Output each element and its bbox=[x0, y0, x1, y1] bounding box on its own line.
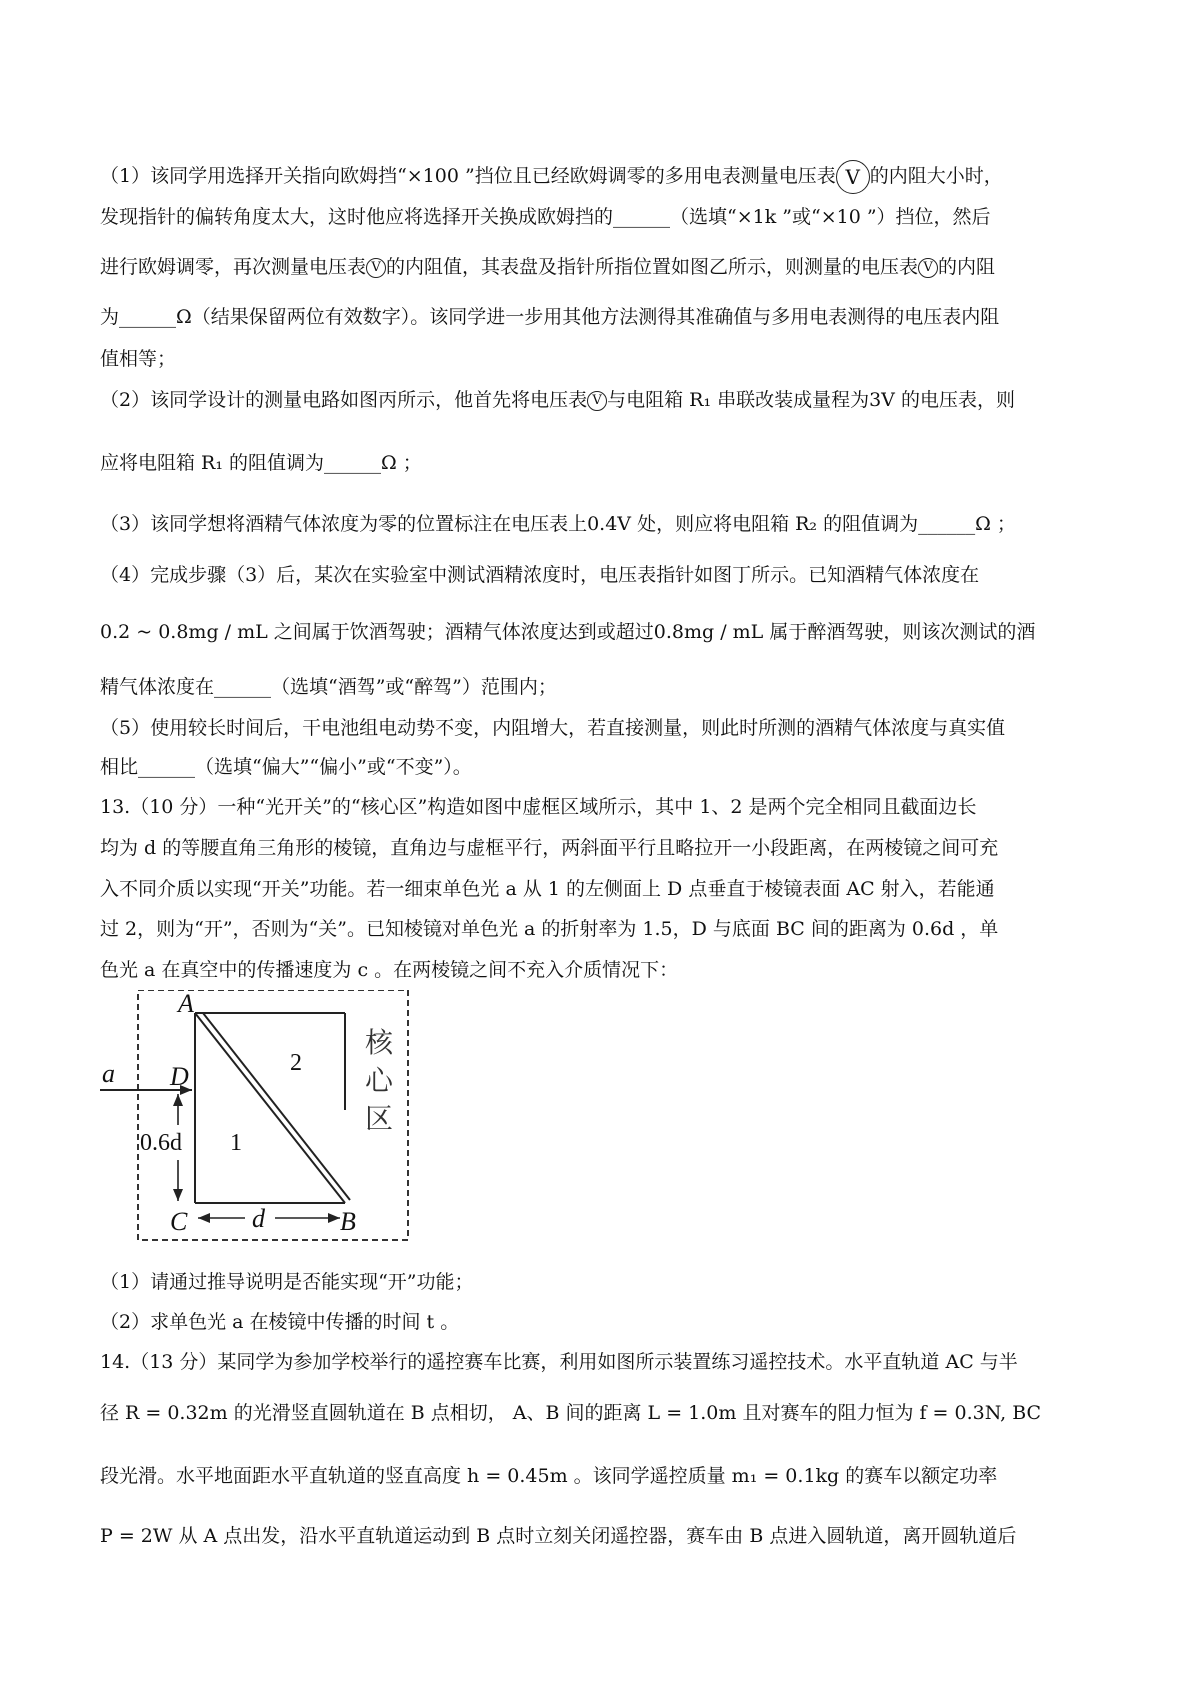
hypotenuse-1 bbox=[195, 1013, 345, 1203]
text-line-1 bbox=[100, 160, 1003, 194]
core-char-1: 核 bbox=[365, 1026, 394, 1059]
label-B: B bbox=[340, 1207, 356, 1236]
text-line-16 bbox=[100, 874, 995, 904]
line-text: （2）求单色光 a 在棱镜中传播的时间 t 。 bbox=[100, 1311, 460, 1333]
line-text: 值相等； bbox=[100, 348, 177, 370]
line-text: 相比______（选填“偏大”“偏小”或“不变”）。 bbox=[100, 756, 472, 778]
voltmeter-icon: V bbox=[587, 391, 607, 411]
line-text: 与电阻箱 R₁ 串联改装成量程为3V 的电压表，则 bbox=[607, 389, 1015, 411]
text-line-8 bbox=[100, 509, 1016, 539]
text-line-18 bbox=[100, 955, 678, 985]
text-line-15 bbox=[100, 833, 998, 863]
core-char-3: 区 bbox=[365, 1102, 394, 1135]
text-line-11 bbox=[100, 672, 557, 702]
line-text: 应将电阻箱 R₁ 的阻值调为______Ω ； bbox=[100, 452, 422, 474]
prism-figure bbox=[100, 990, 460, 1260]
text-line-10 bbox=[100, 617, 1035, 647]
arrowhead-left bbox=[198, 1213, 210, 1223]
label-prism-2: 2 bbox=[290, 1050, 302, 1076]
line-text: 进行欧姆调零，再次测量电压表 bbox=[100, 256, 367, 278]
line-text: 过 2，则为“开”，否则为“关”。已知棱镜对单色光 a 的折射率为 1.5，D 与底面 BC 间的距离为 0.6d ，单 bbox=[100, 918, 999, 940]
voltmeter-icon: V bbox=[836, 160, 870, 194]
line-text: 段光滑。水平地面距水平直轨道的竖直高度 h = 0.45m 。该同学遥控质量 m₁ = 0.1kg 的赛车以额定功率 bbox=[100, 1465, 998, 1487]
text-line-24 bbox=[100, 1521, 1016, 1551]
line-text: 13.（10 分）一种“光开关”的“核心区”构造如图中虚框区域所示，其中 1、2 是两个完全相同且截面边长 bbox=[100, 796, 977, 818]
text-line-5 bbox=[100, 344, 176, 374]
arrowhead-down bbox=[173, 1189, 183, 1201]
line-text: 为______Ω（结果保留两位有效数字）。该同学进一步用其他方法测得其准确值与多用电表测得的电压表内阻 bbox=[100, 306, 1000, 328]
label-A: A bbox=[178, 990, 194, 1018]
arrowhead-up bbox=[173, 1094, 183, 1106]
core-char-2: 心 bbox=[365, 1064, 394, 1097]
line-text: 的内阻 bbox=[938, 256, 996, 278]
text-line-2 bbox=[100, 202, 991, 232]
voltmeter-icon: V bbox=[366, 258, 386, 278]
text-line-12 bbox=[100, 713, 1005, 743]
text-line-4 bbox=[100, 302, 999, 332]
label-d: d bbox=[252, 1204, 265, 1233]
line-text: （4）完成步骤（3）后，某次在实验室中测试酒精浓度时，电压表指针如图丁所示。已知酒精气体浓度在 bbox=[100, 564, 980, 586]
line-text: 0.2 ~ 0.8mg / mL 之间属于饮酒驾驶；酒精气体浓度达到或超过0.8mg / mL 属于醉酒驾驶，则该次测试的酒 bbox=[100, 621, 1036, 643]
line-text: （5）使用较长时间后，干电池组电动势不变，内阻增大，若直接测量，则此时所测的酒精气体浓度与真实值 bbox=[100, 717, 1006, 739]
line-text: P = 2W 从 A 点出发，沿水平直轨道运动到 B 点时立刻关闭遥控器，赛车由 B 点进入圆轨道，离开圆轨道后 bbox=[100, 1525, 1017, 1547]
line-text: （2）该同学设计的测量电路如图丙所示，他首先将电压表 bbox=[100, 389, 588, 411]
label-06d: 0.6d bbox=[140, 1130, 182, 1156]
line-text: 14.（13 分）某同学为参加学校举行的遥控赛车比赛，利用如图所示装置练习遥控技术。水平直轨道 AC 与半 bbox=[100, 1351, 1018, 1373]
line-text: 入不同介质以实现“开关”功能。若一细束单色光 a 从 1 的左侧面上 D 点垂直于棱镜表面 AC 射入，若能通 bbox=[100, 878, 995, 900]
hypotenuse-2 bbox=[203, 1013, 350, 1200]
text-line-6 bbox=[100, 385, 1015, 415]
text-line-22 bbox=[100, 1398, 1041, 1428]
arrowhead-right bbox=[328, 1213, 340, 1223]
line-text: （1）请通过推导说明是否能实现“开”功能； bbox=[100, 1271, 474, 1293]
text-line-3 bbox=[100, 252, 995, 282]
text-line-19 bbox=[100, 1267, 474, 1297]
text-line-7 bbox=[100, 448, 422, 478]
text-line-13 bbox=[100, 752, 472, 782]
line-text: 均为 d 的等腰直角三角形的棱镜，直角边与虚框平行，两斜面平行且略拉开一小段距离，在两棱镜之间可充 bbox=[100, 837, 999, 859]
text-line-14 bbox=[100, 792, 977, 822]
label-a: a bbox=[102, 1059, 115, 1088]
line-text: 色光 a 在真空中的传播速度为 c 。在两棱镜之间不充入介质情况下： bbox=[100, 959, 679, 981]
text-line-20 bbox=[100, 1307, 459, 1337]
text-line-23 bbox=[100, 1461, 997, 1491]
label-prism-1: 1 bbox=[230, 1130, 242, 1156]
line-text: 的内阻大小时， bbox=[869, 165, 1003, 187]
text-line-17 bbox=[100, 914, 998, 944]
line-text: 发现指针的偏转角度太大，这时他应将选择开关换成欧姆挡的______（选填“×1k ”或“×10 ”）挡位，然后 bbox=[100, 206, 991, 228]
text-line-21 bbox=[100, 1347, 1018, 1377]
text-line-9 bbox=[100, 560, 979, 590]
line-text: 径 R = 0.32m 的光滑竖直圆轨道在 B 点相切， A、B 间的距离 L = 1.0m 且对赛车的阻力恒为 f = 0.3N, BC bbox=[100, 1402, 1042, 1424]
label-C: C bbox=[170, 1207, 188, 1236]
line-text: 的内阻值，其表盘及指针所指位置如图乙所示，则测量的电压表 bbox=[386, 256, 919, 278]
label-D: D bbox=[170, 1062, 189, 1091]
voltmeter-icon: V bbox=[918, 258, 938, 278]
line-text: （3）该同学想将酒精气体浓度为零的位置标注在电压表上0.4V 处，则应将电阻箱 R₂ 的阻值调为______Ω ； bbox=[100, 513, 1016, 535]
line-text: （1）该同学用选择开关指向欧姆挡“×100 ”挡位且已经欧姆调零的多用电表测量电压表 bbox=[100, 165, 836, 187]
line-text: 精气体浓度在______（选填“酒驾”或“醉驾”）范围内； bbox=[100, 676, 557, 698]
